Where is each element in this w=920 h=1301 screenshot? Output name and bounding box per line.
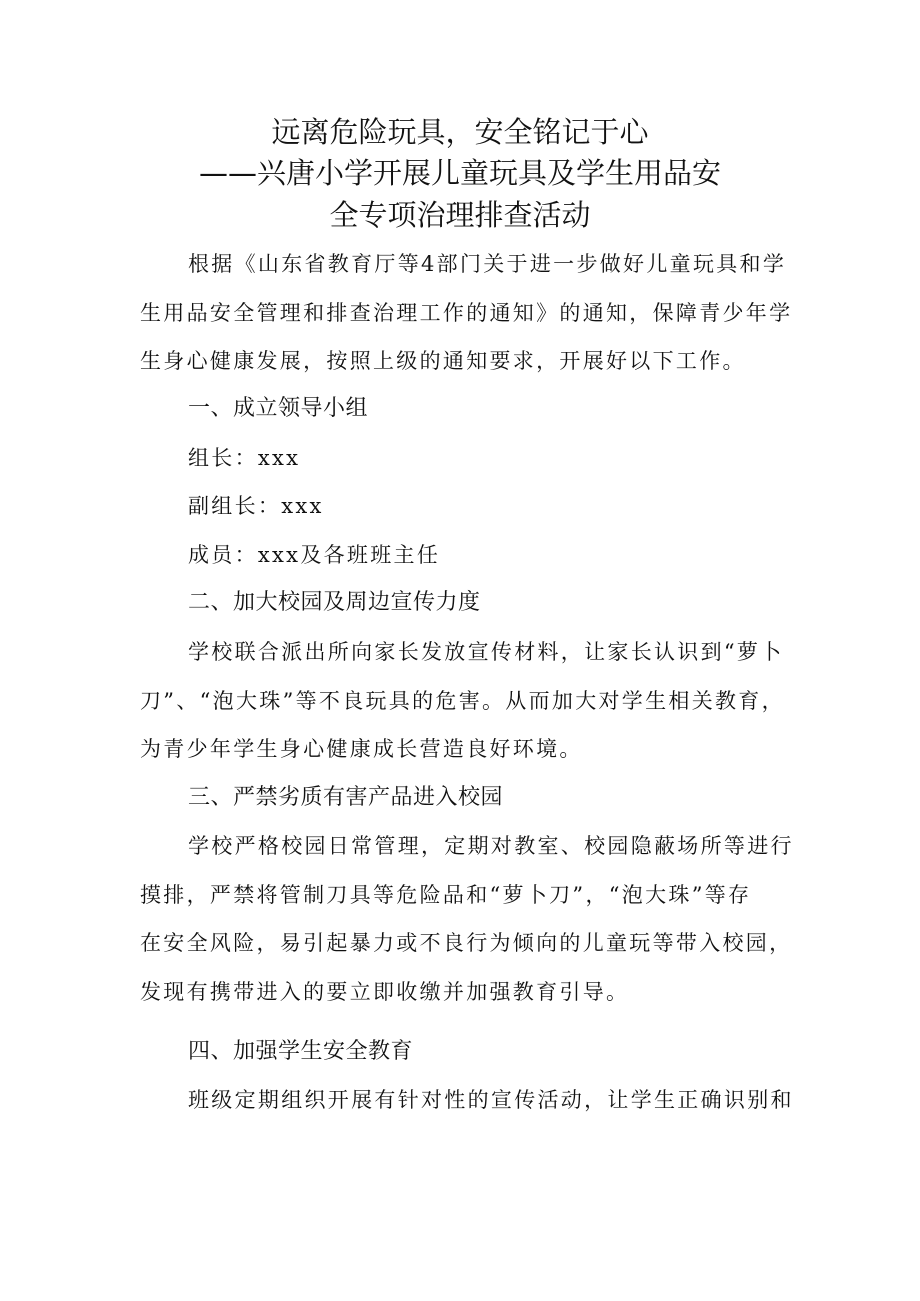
intro-line: 生身心健康发展，按照上级的通知要求，开展好以下工作。	[140, 349, 746, 373]
members-line: 成员：xxx及各班班主任	[188, 543, 441, 567]
section-4-line: 班级定期组织开展有针对性的宣传活动，让学生正确识别和	[188, 1088, 794, 1112]
deputy-leader-line: 副组长：xxx	[188, 494, 324, 518]
section-3-line: 学校严格校园日常管理，定期对教室、校园隐蔽场所等进行	[188, 834, 794, 858]
intro-line: 生用品安全管理和排查治理工作的通知》的通知，保障青少年学	[140, 301, 793, 325]
title-line-2: ——兴唐小学开展儿童玩具及学生用品安	[198, 156, 721, 190]
section-3-line: 摸排，严禁将管制刀具等危险品和“萝卜刀”，“泡大珠”等存	[140, 883, 752, 907]
section-heading-2: 二、加大校园及周边宣传力度	[188, 590, 481, 615]
section-2-line: 学校联合派出所向家长发放宣传材料，让家长认识到“萝卜	[188, 640, 784, 664]
title-line-1: 远离危险玩具，安全铭记于心	[271, 115, 649, 149]
section-2-line: 刀”、“泡大珠”等不良玩具的危害。从而加大对学生相关教育，	[140, 689, 785, 713]
section-heading-3: 三、严禁劣质有害产品进入校园	[188, 785, 504, 810]
section-3-line: 发现有携带进入的要立即收缴并加强教育引导。	[140, 980, 630, 1004]
leader-line: 组长：xxx	[188, 446, 301, 470]
intro-line: 根据《山东省教育厅等4部门关于进一步做好儿童玩具和学	[188, 252, 787, 276]
section-heading-4: 四、加强学生安全教育	[188, 1039, 414, 1064]
section-3-line: 在安全风险，易引起暴力或不良行为倾向的儿童玩等带入校园，	[140, 931, 793, 955]
section-2-line: 为青少年学生身心健康成长营造良好环境。	[140, 737, 583, 761]
title-line-3: 全专项治理排查活动	[329, 198, 591, 232]
section-heading-1: 一、成立领导小组	[188, 396, 369, 421]
